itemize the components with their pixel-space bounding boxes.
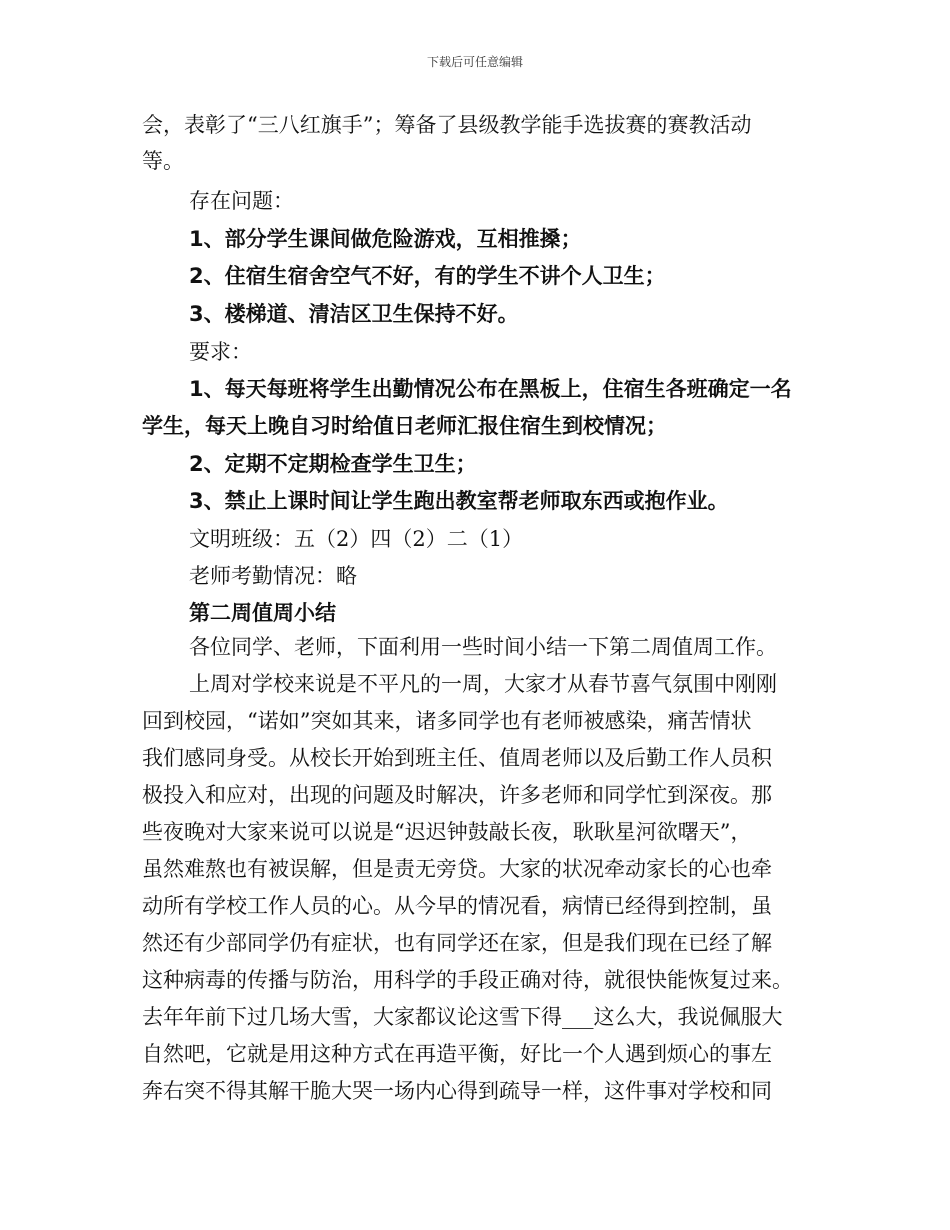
paragraph-line: 等。 bbox=[142, 149, 184, 173]
requirement-item: 3、禁止上课时间让学生跑出教室帮老师取东西或抱作业。 bbox=[189, 489, 729, 513]
paragraph-line: 极投入和应对，出现的问题及时解决，许多老师和同学忙到深夜。那 bbox=[142, 783, 772, 807]
paragraph-line: 虽然难熬也有被误解，但是责无旁贷。大家的状况牵动家长的心也牵 bbox=[142, 857, 772, 881]
requirement-item-continued: 学生，每天上晚自习时给值日老师汇报住宿生到校情况； bbox=[142, 414, 667, 438]
paragraph-line: 些夜晚对大家来说可以说是“迟迟钟鼓敲长夜，耿耿星河欲曙天”， bbox=[142, 820, 752, 844]
paragraph-line: 动所有学校工作人员的心。从今早的情况看，病情已经得到控制，虽 bbox=[142, 894, 772, 918]
section-label-problems: 存在问题： bbox=[189, 189, 294, 213]
paragraph-line: 我们感同身受。从校长开始到班主任、值周老师以及后勤工作人员积 bbox=[142, 746, 772, 770]
problem-item: 1、部分学生课间做危险游戏，互相推搡； bbox=[189, 227, 582, 251]
paragraph-line: 各位同学、老师，下面利用一些时间小结一下第二周值周工作。 bbox=[189, 635, 777, 659]
page-header: 下载后可任意编辑 bbox=[426, 55, 523, 69]
paragraph-line: 上周对学校来说是不平凡的一周，大家才从春节喜气氛围中刚刚 bbox=[189, 672, 777, 696]
section-label-requirements: 要求： bbox=[189, 340, 252, 364]
civilized-classes: 文明班级：五（2）四（2）二（1） bbox=[189, 527, 524, 551]
paragraph-line: 自然吧，它就是用这种方式在再造平衡，好比一个人遇到烦心的事左 bbox=[142, 1042, 772, 1066]
problem-item: 3、楼梯道、清洁区卫生保持不好。 bbox=[189, 302, 519, 326]
paragraph-line: 会，表彰了“三八红旗手”；筹备了县级教学能手选拔赛的赛教活动 bbox=[142, 113, 752, 137]
problem-item: 2、住宿生宿舍空气不好，有的学生不讲个人卫生； bbox=[189, 264, 666, 288]
teacher-attendance: 老师考勤情况：略 bbox=[189, 564, 357, 588]
paragraph-line: 这种病毒的传播与防治，用科学的手段正确对待，就很快能恢复过来。 bbox=[142, 968, 793, 992]
paragraph-line: 然还有少部同学仍有症状，也有同学还在家，但是我们现在已经了解 bbox=[142, 931, 772, 955]
paragraph-line: 奔右突不得其解干脆大哭一场内心得到疏导一样，这件事对学校和同 bbox=[142, 1079, 772, 1103]
section-title: 第二周值周小结 bbox=[189, 601, 336, 625]
paragraph-line: 去年年前下过几场大雪，大家都议论这雪下得___这么大，我说佩服大 bbox=[142, 1005, 783, 1029]
requirement-item: 2、定期不定期检查学生卫生； bbox=[189, 452, 477, 476]
paragraph-line: 回到校园，“诺如”突如其来，诸多同学也有老师被感染，痛苦情状 bbox=[142, 709, 752, 733]
requirement-item: 1、每天每班将学生出勤情况公布在黑板上，住宿生各班确定一名 bbox=[189, 377, 792, 401]
